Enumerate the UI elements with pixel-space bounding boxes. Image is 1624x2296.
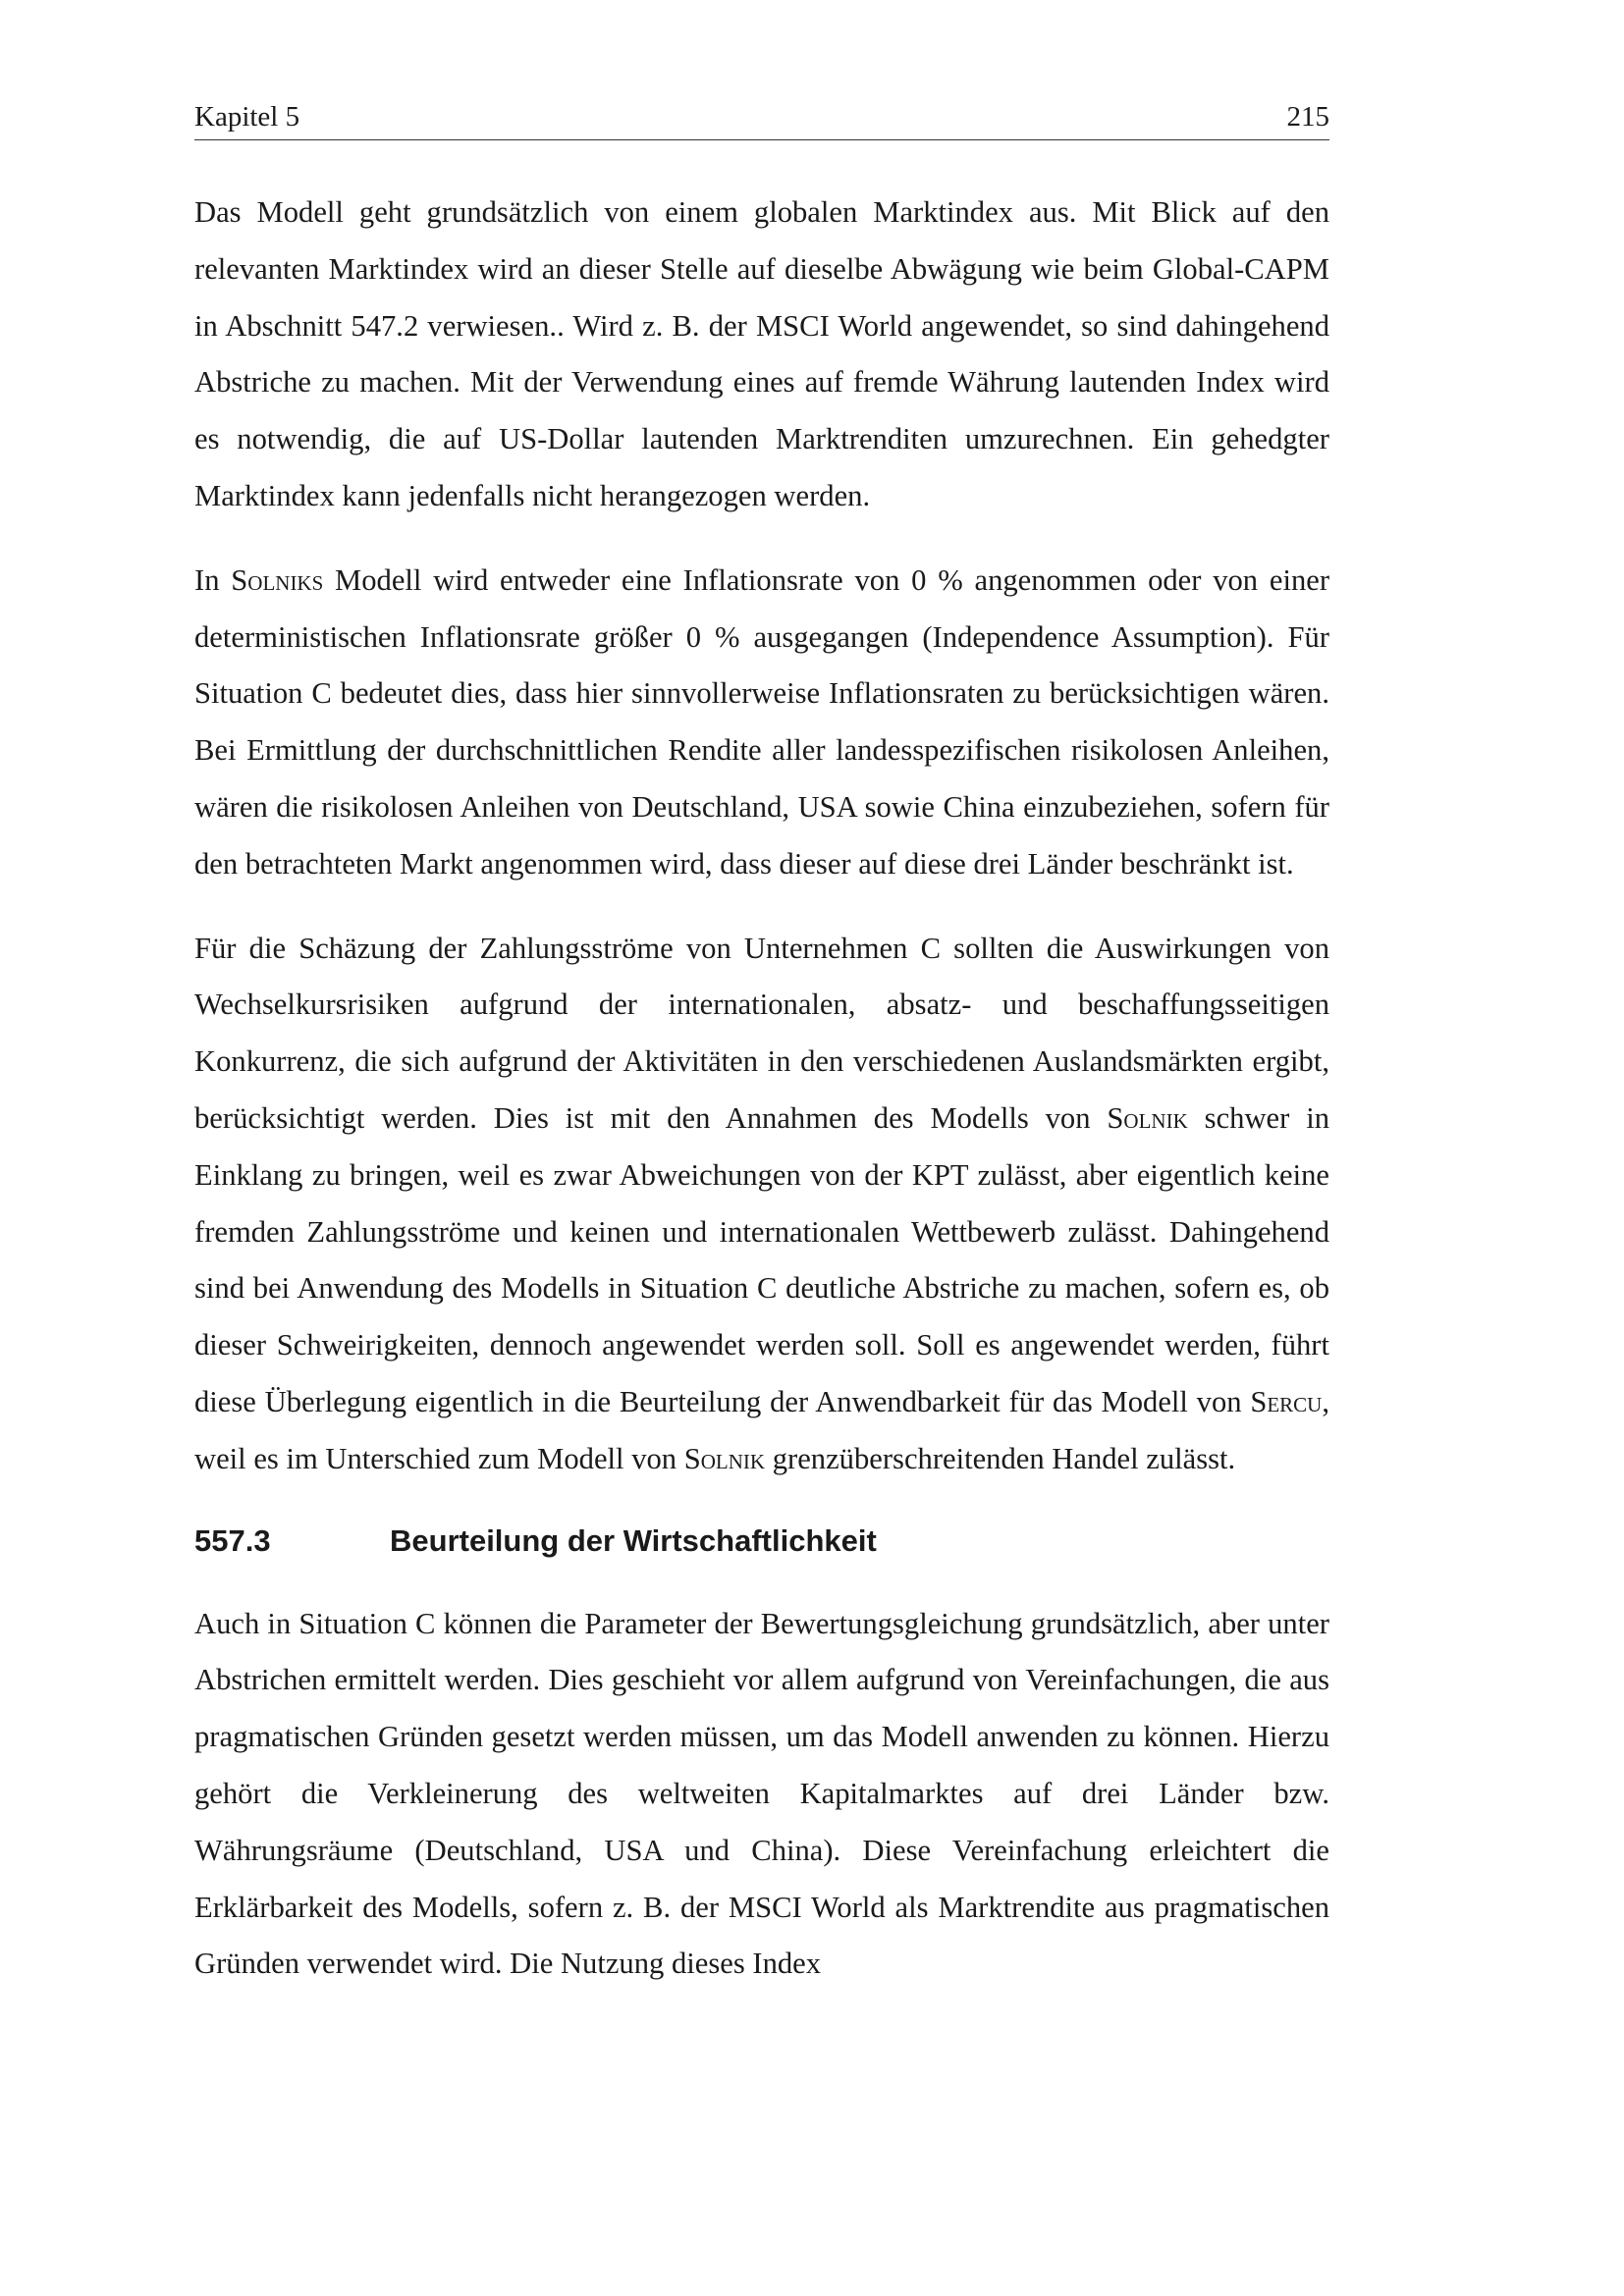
paragraph-3-text-c: , weil es im Unterschied zum Modell von [194, 1384, 1329, 1475]
paragraph-1: Das Modell geht grundsätzlich von einem globalen Marktindex aus. Mit Blick auf den relevanten Marktindex wird an dieser Stelle auf dieselbe Abwägung wie beim Global-CAPM in Abschnitt 547.2 verwiesen.. Wird z. B. der MSCI World angewendet, so sind dahingehend Abstriche zu machen. Mit der Verwendung eines auf fremde Währung lautenden Index wird es notwendig, die auf US-Dollar lautenden Marktrenditen umzurechnen. Ein gehedgter Marktindex kann jedenfalls nicht herangezogen werden. [194, 195, 1329, 512]
author-name-solniks: Solniks [231, 562, 324, 597]
author-name-solnik-2: Solnik [683, 1441, 766, 1475]
main-text [194, 185, 1329, 2020]
section-number: 557.3 [194, 1522, 271, 1558]
author-name-sercu: Sercu [1250, 1384, 1323, 1418]
paragraph-3-text-d: grenzüberschreitenden Handel zulässt. [765, 1441, 1236, 1475]
paragraph-2 [194, 553, 1329, 893]
page-number: 215 [1286, 101, 1329, 133]
paragraph-3-text-a: Für die Schäzung der Zahlungsströme von Unternehmen C sollten die Auswirkungen von Wechselkursrisiken aufgrund der internationalen, absatz- und beschaffungsseitigen Konkurrenz, die sich aufgrund der Aktivitäten in den verschiedenen Auslandsmärkten ergibt, berücksichtigt werden. Dies ist mit den Annahmen des Modells von [194, 931, 1329, 1135]
chapter-title: Kapitel 5 [194, 101, 300, 133]
page-header [194, 94, 1329, 140]
paragraph-4: Auch in Situation C können die Parameter der Bewertungsgleichung grundsätzlich, aber unter Abstrichen ermittelt werden. Dies geschieht vor allem aufgrund von Vereinfachungen, die aus pragmatischen Gründen gesetzt werden müssen, um das Modell anwenden zu können. Hierzu gehört die Verkleinerung des weltweiten Kapitalmarktes auf drei Länder bzw. Währungsräume (Deutschland, USA und China). Diese Vereinfachung erleichtert die Erklärbarkeit des Modells, sofern z. B. der MSCI World als Marktrendite aus pragmatischen Gründen verwendet wird. Die Nutzung dieses Index [194, 1606, 1329, 1981]
section-title: Beurteilung der Wirtschaftlichkeit [390, 1522, 877, 1558]
paragraph-3-text-b: schwer in Einklang zu bringen, weil es zwar Abweichungen von der KPT zulässt, aber eigentlich keine fremden Zahlungsströme und keinen und internationalen Wettbewerb zulässt. Dahingehend sind bei Anwendung des Modells in Situation C deutliche Abstriche zu machen, sofern es, ob dieser Schweirigkeiten, dennoch angewendet werden soll. Soll es angewendet werden, führt diese Überlegung eigentlich in die Beurteilung der Anwendbarkeit für das Modell von [194, 1100, 1329, 1418]
paragraph-2-text-b: Modell wird entweder eine Inflationsrate von 0 % angenommen oder von einer deterministischen Inflationsrate größer 0 % ausgegangen (Independence Assumption). Für Situation C bedeutet dies, dass hier sinnvollerweise Inflationsraten zu berücksichtigen wären. Bei Ermittlung der durchschnittlichen Rendite aller landesspezifischen risikolosen Anleihen, wären die risikolosen Anleihen von Deutschland, USA sowie China einzubeziehen, sofern für den betrachteten Markt angenommen wird, dass dieser auf diese drei Länder beschränkt ist. [194, 562, 1330, 881]
paragraph-2-text-a: In [194, 562, 232, 597]
author-name-solnik: Solnik [1107, 1100, 1188, 1135]
section-heading [194, 1516, 1329, 1567]
paragraph-3 [194, 921, 1329, 1488]
